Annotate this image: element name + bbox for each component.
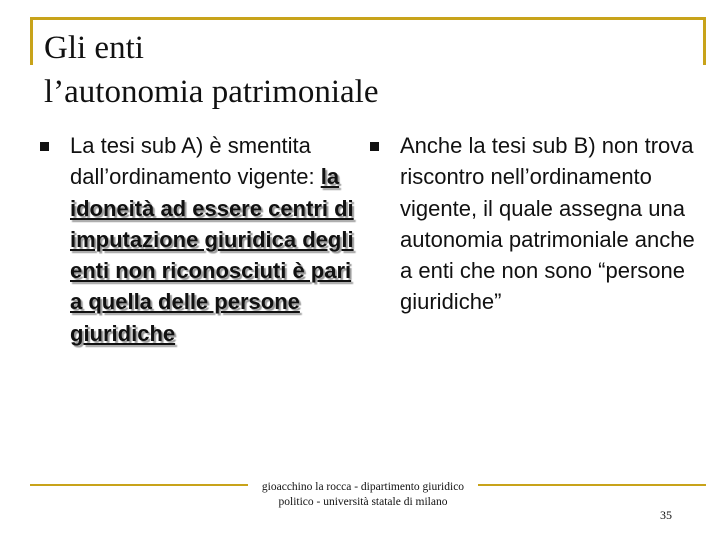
- frame-left-border: [30, 17, 33, 65]
- frame-top-border: [30, 17, 706, 20]
- title-line-2: l’autonomia patrimoniale: [44, 74, 379, 110]
- slide-title: [44, 26, 684, 114]
- left-bullet-text: [70, 130, 355, 349]
- left-emphasis-text: la idoneità ad essere centri di imputazione giuridica degli enti non riconosciuti è pari a quella delle persone giuridiche: [70, 164, 354, 346]
- square-bullet-icon: [40, 142, 49, 151]
- title-line-1: Gli enti: [44, 30, 144, 66]
- page-number: 35: [660, 508, 672, 522]
- square-bullet-icon: [370, 142, 379, 151]
- right-bullet-text: Anche la tesi sub B) non trova riscontro nell’ordinamento vigente, il quale assegna una autonomia patrimoniale anche a enti che non sono “persone giuridiche”: [400, 133, 695, 315]
- left-plain-text: La tesi sub A) è smentita dall’ordinamento vigente:: [70, 133, 321, 190]
- frame-right-border: [703, 17, 706, 65]
- footer-text: gioacchino la rocca - dipartimento giuridico politico - università statale di milano: [248, 480, 478, 510]
